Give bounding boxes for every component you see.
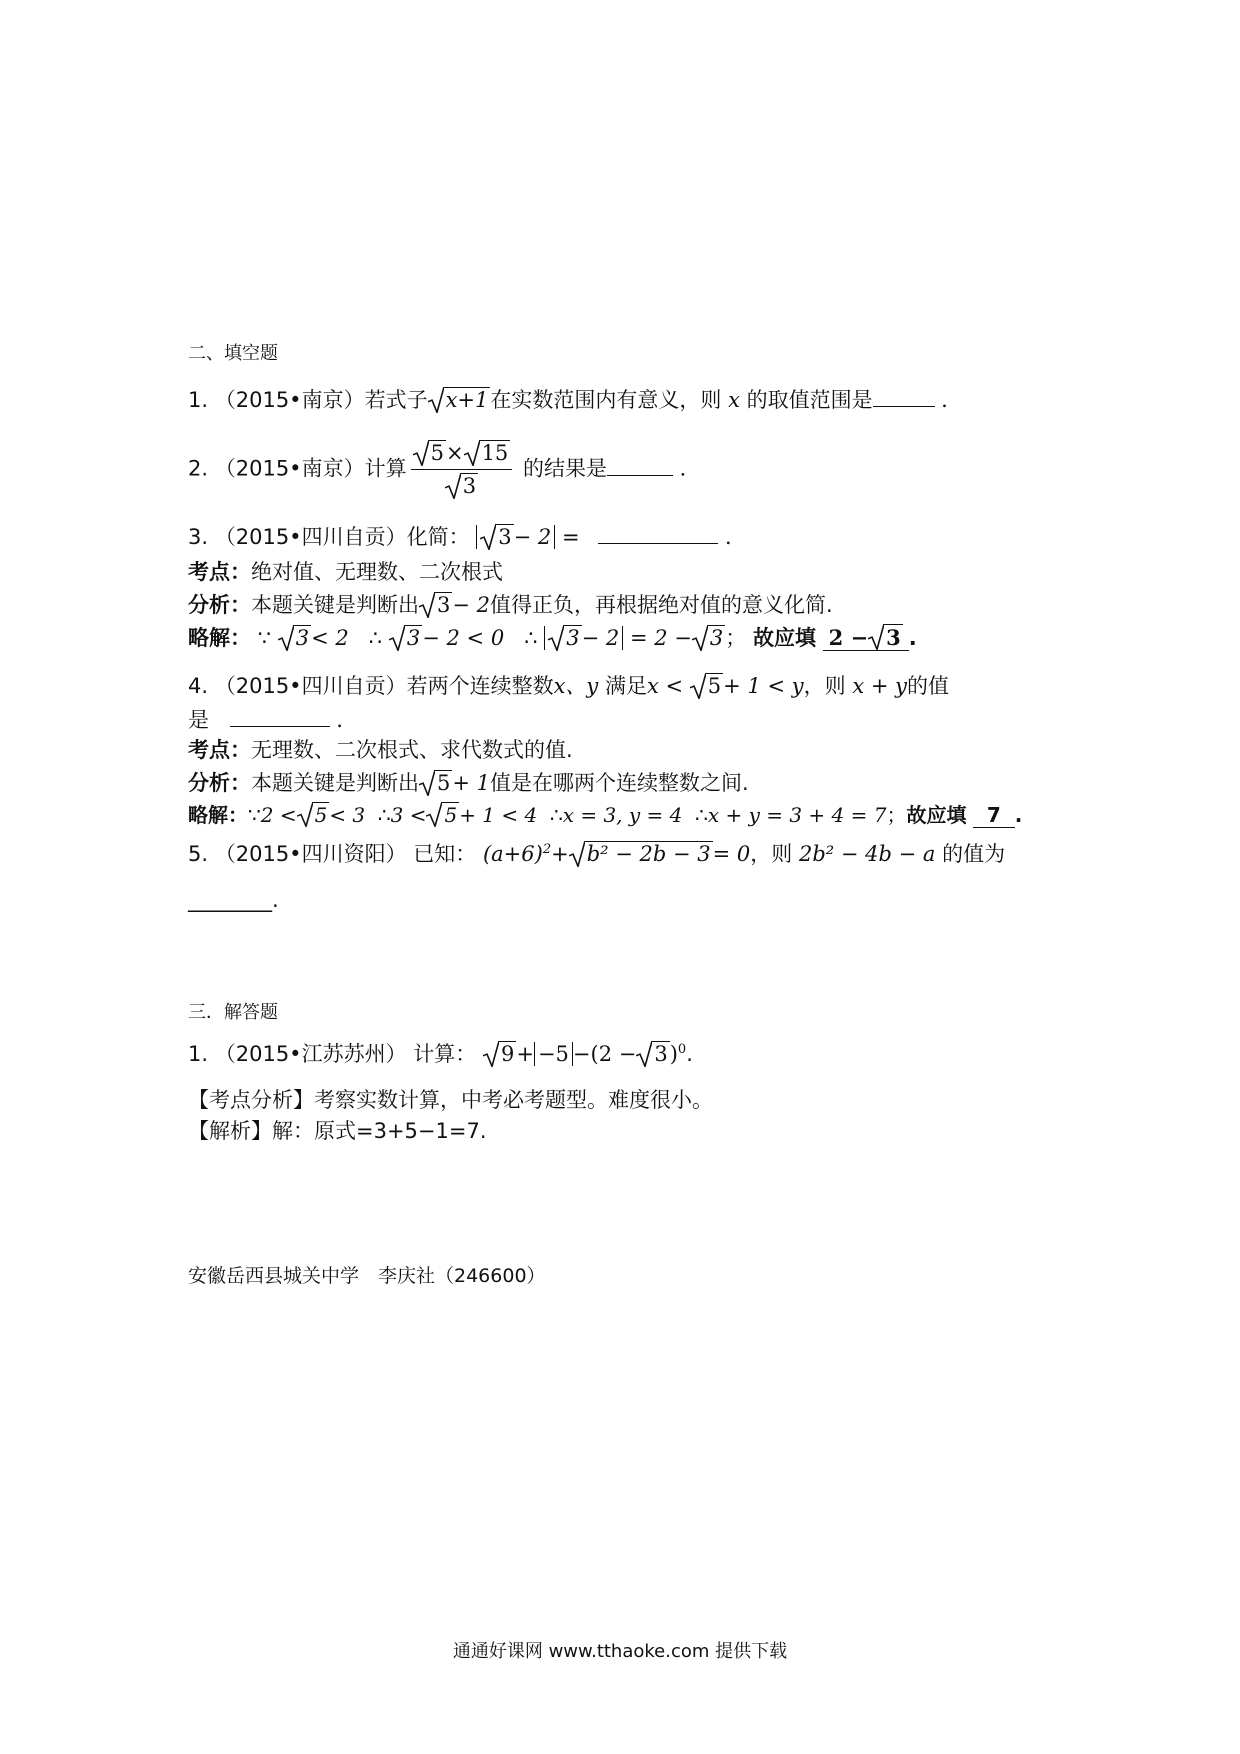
question-1: 1. （2015•南京）若式子 x+1在实数范围内有意义，则 x 的取值范围是 ． (188, 388, 963, 412)
fraction: 5× 15 3 (411, 440, 513, 499)
sqrt-x-plus-1: x+1 (428, 387, 491, 413)
section3-heading: 三．解答题 (188, 1002, 278, 1023)
footer-watermark: 通通好课网 www.tthaoke.com 提供下载 (452, 1641, 788, 1662)
q4-kaodian: 考点：无理数、二次根式、求代数式的值. (188, 738, 573, 762)
question-5: 5. （2015•四川资阳） 已知： $(a+6)^2+$ b² − 2b − 3= 0，则 2b² − 4b − a 的值为 (188, 842, 1006, 866)
section3-jiexi: 【解析】解：原式=3+5−1=7. (188, 1119, 487, 1143)
q3-fenxi: 分析：本题关键是判断出 3− 2值得正负，再根据绝对值的意义化简. (188, 593, 833, 617)
answer-blank-1[interactable] (873, 386, 935, 407)
q3-kaodian: 考点：绝对值、无理数、二次根式 (188, 560, 503, 584)
section3-question-1: 1. （2015•江苏苏州） 计算： 9+ −5 −(2 − 3)$^0$. (188, 1042, 693, 1066)
answer-blank-2[interactable] (607, 455, 673, 476)
section3-kaodian: 【考点分析】考察实数计算，中考必考题型。难度很小。 (188, 1088, 713, 1112)
author-line: 安徽岳西县城关中学 李庆社（246600） (188, 1265, 546, 1287)
q4-luejie: 略解：∵2 < 5 < 3 ∴3 < 5 + 1 < 4 ∴x = 3, y = 4 ∴x + y = 3 + 4 = 7；故应填 7 . (188, 803, 1023, 827)
section2-heading: 二、填空题 (188, 343, 278, 364)
question-4: 4. （2015•四川自贡）若两个连续整数x、y 满足x < 5+ 1 < y，则 x + y的值 (188, 674, 949, 698)
answer-blank-3[interactable] (598, 523, 718, 544)
q3-luejie: 略解： ∵ 3< 2 ∴ 3− 2 < 0 ∴ 3− 2 = 2 − 3； 故应填 2 − 3 . (188, 625, 917, 650)
question-3: 3. （2015•四川自贡）化简： 3− 2 = ． (188, 525, 746, 549)
q4-fenxi: 分析：本题关键是判断出 5+ 1值是在哪两个连续整数之间. (188, 771, 749, 795)
question-5-line2: ________. (188, 888, 279, 912)
question-2: 2. （2015•南京）计算 5× 15 3 的结果是 ． (188, 441, 701, 499)
question-4-line2: 是 ． (188, 708, 358, 732)
answer-blank-4[interactable] (230, 706, 330, 727)
